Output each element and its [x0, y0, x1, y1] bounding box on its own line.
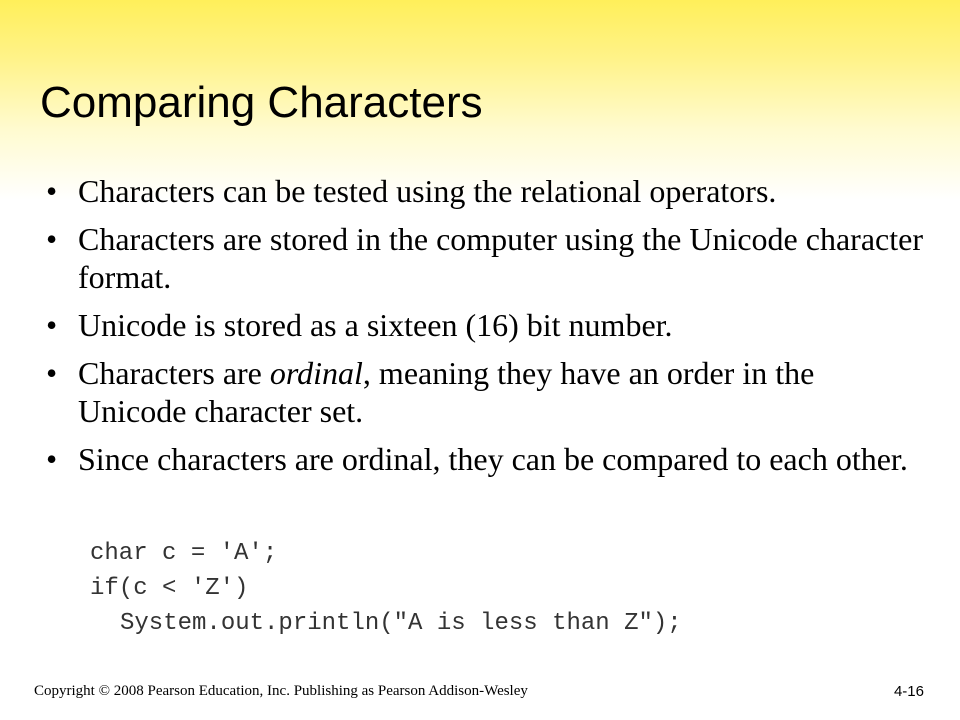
bullet-list: [44, 172, 924, 488]
page-number: 4-16: [893, 683, 924, 700]
bullet-item: [44, 172, 924, 210]
bullet-text: Unicode is stored as a sixteen (16) bit number.: [78, 307, 673, 343]
bullet-text: Characters are stored in the computer using the Unicode character format.: [78, 221, 923, 295]
code-line: if(c < 'Z'): [90, 575, 249, 602]
bullet-text: Since characters are ordinal, they can be compared to each other.: [78, 441, 908, 477]
bullet-item: [44, 440, 924, 478]
code-line: char c = 'A';: [90, 540, 278, 567]
bullet-dot-icon: •: [46, 355, 58, 391]
code-block: [90, 536, 682, 641]
bullet-item: [44, 306, 924, 344]
bullet-text-after: , meaning they have an order in the Unicode character set.: [78, 355, 815, 429]
bullet-dot-icon: •: [46, 173, 58, 209]
slide-title: Comparing Characters: [40, 78, 483, 127]
copyright-footer: Copyright © 2008 Pearson Education, Inc. Publishing as Pearson Addison-Wesley: [34, 683, 528, 699]
bullet-text-before: Characters are: [78, 355, 270, 391]
bullet-emphasis: ordinal: [269, 355, 363, 391]
bullet-item: [44, 354, 924, 430]
bullet-item: [44, 220, 924, 296]
bullet-dot-icon: •: [46, 307, 58, 343]
code-line: System.out.println("A is less than Z");: [120, 610, 682, 637]
bullet-dot-icon: •: [46, 441, 58, 477]
bullet-dot-icon: •: [46, 221, 58, 257]
bullet-text: Characters can be tested using the relational operators.: [78, 173, 777, 209]
